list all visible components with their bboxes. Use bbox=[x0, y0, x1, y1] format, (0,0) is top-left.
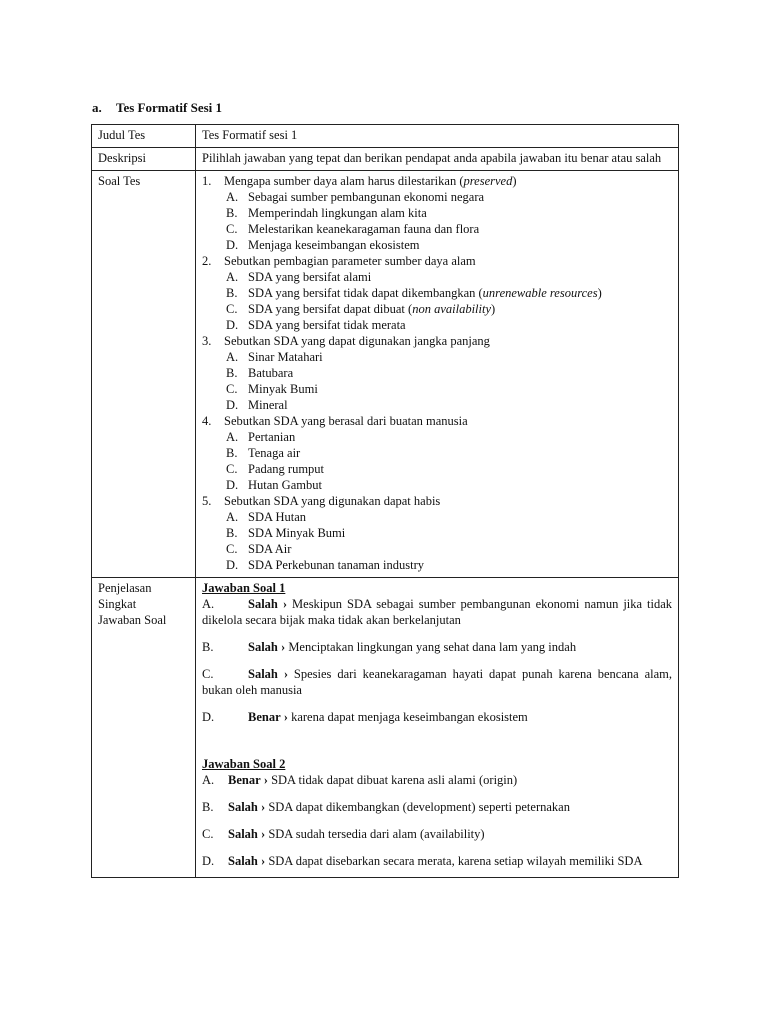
answer-letter: C. bbox=[202, 827, 214, 841]
option-letter: C. bbox=[226, 302, 238, 316]
answer-letter: D. bbox=[202, 854, 215, 868]
option-letter: D. bbox=[226, 238, 239, 252]
question-item bbox=[202, 253, 672, 269]
text-part: Mineral bbox=[248, 398, 288, 412]
answer-verdict: Benar bbox=[228, 773, 261, 787]
arrow-icon: › bbox=[261, 800, 266, 814]
answer-text: SDA dapat dikembangkan (development) seperti peternakan bbox=[268, 800, 570, 814]
question-item bbox=[202, 173, 672, 189]
text-part: SDA Minyak Bumi bbox=[248, 526, 346, 540]
option-letter: C. bbox=[226, 382, 238, 396]
option-item bbox=[202, 189, 672, 205]
text-part: Mengapa sumber daya alam harus dilestarikan ( bbox=[224, 174, 464, 188]
text-part: Padang rumput bbox=[248, 462, 325, 476]
option-item bbox=[202, 429, 672, 445]
answer-item bbox=[202, 639, 672, 655]
answer-letter: A. bbox=[202, 773, 215, 787]
option-letter: C. bbox=[226, 222, 238, 236]
text-part: Tenaga air bbox=[248, 446, 301, 460]
spacer bbox=[202, 736, 672, 756]
question-item bbox=[202, 493, 672, 509]
arrow-icon: › bbox=[283, 710, 288, 724]
answer-verdict: Benar bbox=[248, 710, 281, 724]
row-penjelasan bbox=[92, 578, 679, 878]
answer-letter: B. bbox=[202, 640, 214, 654]
option-item bbox=[202, 205, 672, 221]
answer-item bbox=[202, 666, 672, 698]
italic-term: preserved bbox=[463, 174, 513, 188]
answer-text: SDA sudah tersedia dari alam (availability) bbox=[268, 827, 485, 841]
option-item bbox=[202, 525, 672, 541]
answer-item bbox=[202, 709, 672, 725]
answer-list bbox=[196, 578, 679, 878]
option-item bbox=[202, 445, 672, 461]
question-item bbox=[202, 413, 672, 429]
answer-verdict: Salah bbox=[228, 800, 258, 814]
text-part: ) bbox=[491, 302, 496, 316]
text-part: Sebutkan SDA yang digunakan dapat habis bbox=[224, 494, 441, 508]
text-part: Melestarikan keanekaragaman fauna dan flora bbox=[248, 222, 480, 236]
text-part: SDA Hutan bbox=[248, 510, 306, 524]
italic-term: unrenewable resources bbox=[482, 286, 598, 300]
answer-text: Menciptakan lingkungan yang sehat dana lam yang indah bbox=[288, 640, 577, 654]
label-penjelasan-line: Penjelasan bbox=[98, 581, 152, 595]
option-item bbox=[202, 237, 672, 253]
text-part: SDA yang bersifat alami bbox=[248, 270, 372, 284]
option-letter: A. bbox=[226, 510, 239, 524]
answer-text: karena dapat menjaga keseimbangan ekosistem bbox=[291, 710, 528, 724]
text-part: ) bbox=[512, 174, 517, 188]
text-part: Menjaga keseimbangan ekosistem bbox=[248, 238, 420, 252]
arrow-icon: › bbox=[261, 854, 266, 868]
text-part: SDA Perkebunan tanaman industry bbox=[248, 558, 425, 572]
option-item bbox=[202, 301, 672, 317]
option-letter: D. bbox=[226, 558, 239, 572]
answer-text: Meskipun SDA sebagai sumber pembangunan ekonomi namun jika tidak dikelola secara bijak maka tidak akan berkelanjutan bbox=[202, 597, 673, 627]
option-item bbox=[202, 221, 672, 237]
option-letter: A. bbox=[226, 190, 239, 204]
answer-letter: C. bbox=[202, 667, 214, 681]
answer-item bbox=[202, 826, 672, 842]
arrow-icon: › bbox=[261, 827, 266, 841]
option-letter: A. bbox=[226, 270, 239, 284]
answer-verdict: Salah bbox=[248, 597, 278, 611]
option-letter: C. bbox=[226, 462, 238, 476]
label-deskripsi: Deskripsi bbox=[92, 148, 196, 171]
answer-verdict: Salah bbox=[228, 854, 258, 868]
label-penjelasan bbox=[92, 578, 196, 878]
option-letter: B. bbox=[226, 286, 238, 300]
row-judul-tes bbox=[92, 125, 679, 148]
text-part: Batubara bbox=[248, 366, 294, 380]
row-deskripsi bbox=[92, 148, 679, 171]
text-part: SDA yang bersifat tidak merata bbox=[248, 318, 406, 332]
text-part: Sinar Matahari bbox=[248, 350, 323, 364]
option-item bbox=[202, 285, 672, 301]
answer-text: Spesies dari keanekaragaman hayati dapat punah karena bencana alam, bukan oleh manusia bbox=[202, 667, 672, 697]
option-letter: C. bbox=[226, 542, 238, 556]
option-item bbox=[202, 509, 672, 525]
text-part: Pertanian bbox=[248, 430, 296, 444]
text-part: Sebagai sumber pembangunan ekonomi negara bbox=[248, 190, 485, 204]
test-table bbox=[91, 124, 679, 878]
option-item bbox=[202, 461, 672, 477]
answer-item bbox=[202, 799, 672, 815]
answer-verdict: Salah bbox=[248, 667, 278, 681]
answer-text: SDA dapat disebarkan secara merata, karena setiap wilayah memiliki SDA bbox=[268, 854, 643, 868]
text-part: Sebutkan SDA yang berasal dari buatan manusia bbox=[224, 414, 468, 428]
text-part: SDA Air bbox=[248, 542, 292, 556]
text-part: Memperindah lingkungan alam kita bbox=[248, 206, 427, 220]
option-letter: D. bbox=[226, 398, 239, 412]
option-letter: B. bbox=[226, 366, 238, 380]
answer-title: Jawaban Soal 2 bbox=[202, 757, 286, 771]
text-part: ) bbox=[597, 286, 602, 300]
text-part: SDA yang bersifat tidak dapat dikembangkan ( bbox=[248, 286, 483, 300]
option-letter: B. bbox=[226, 526, 238, 540]
section-heading bbox=[92, 100, 222, 116]
question-number: 1. bbox=[202, 174, 212, 188]
arrow-icon: › bbox=[281, 640, 286, 654]
question-number: 4. bbox=[202, 414, 212, 428]
option-item bbox=[202, 477, 672, 493]
question-number: 2. bbox=[202, 254, 212, 268]
text-part: Minyak Bumi bbox=[248, 382, 318, 396]
text-part: Sebutkan SDA yang dapat digunakan jangka panjang bbox=[224, 334, 490, 348]
answer-item bbox=[202, 596, 672, 628]
text-part: SDA yang bersifat dapat dibuat ( bbox=[248, 302, 413, 316]
option-item bbox=[202, 381, 672, 397]
answer-letter: D. bbox=[202, 710, 215, 724]
answer-verdict: Salah bbox=[248, 640, 278, 654]
label-judul-tes: Judul Tes bbox=[92, 125, 196, 148]
arrow-icon: › bbox=[283, 667, 288, 681]
answer-item bbox=[202, 853, 672, 869]
option-item bbox=[202, 557, 672, 573]
question-item bbox=[202, 333, 672, 349]
option-letter: B. bbox=[226, 206, 238, 220]
option-item bbox=[202, 365, 672, 381]
option-letter: D. bbox=[226, 478, 239, 492]
row-soal-tes bbox=[92, 171, 679, 578]
text-part: Sebutkan pembagian parameter sumber daya alam bbox=[224, 254, 476, 268]
arrow-icon: › bbox=[282, 597, 288, 611]
question-number: 3. bbox=[202, 334, 212, 348]
answer-text: SDA tidak dapat dibuat karena asli alami (origin) bbox=[271, 773, 518, 787]
value-judul-tes: Tes Formatif sesi 1 bbox=[196, 125, 679, 148]
option-item bbox=[202, 541, 672, 557]
option-item bbox=[202, 397, 672, 413]
option-letter: B. bbox=[226, 446, 238, 460]
answer-title: Jawaban Soal 1 bbox=[202, 581, 286, 595]
italic-term: non availability bbox=[412, 302, 492, 316]
answer-letter: B. bbox=[202, 800, 214, 814]
label-penjelasan-line: Jawaban Soal bbox=[98, 613, 167, 627]
option-item bbox=[202, 349, 672, 365]
option-item bbox=[202, 269, 672, 285]
section-title: Tes Formatif Sesi 1 bbox=[116, 100, 223, 115]
question-number: 5. bbox=[202, 494, 212, 508]
option-letter: A. bbox=[226, 350, 239, 364]
option-letter: D. bbox=[226, 318, 239, 332]
value-deskripsi: Pilihlah jawaban yang tepat dan berikan pendapat anda apabila jawaban itu benar atau salah bbox=[196, 148, 679, 171]
section-number: a. bbox=[92, 100, 102, 115]
text-part: Hutan Gambut bbox=[248, 478, 322, 492]
arrow-icon: › bbox=[263, 773, 268, 787]
answer-item bbox=[202, 772, 672, 788]
answer-letter: A. bbox=[202, 597, 215, 611]
answer-verdict: Salah bbox=[228, 827, 258, 841]
question-list bbox=[196, 171, 679, 578]
label-penjelasan-line: Singkat bbox=[98, 597, 137, 611]
option-item bbox=[202, 317, 672, 333]
label-soal-tes: Soal Tes bbox=[92, 171, 196, 578]
option-letter: A. bbox=[226, 430, 239, 444]
